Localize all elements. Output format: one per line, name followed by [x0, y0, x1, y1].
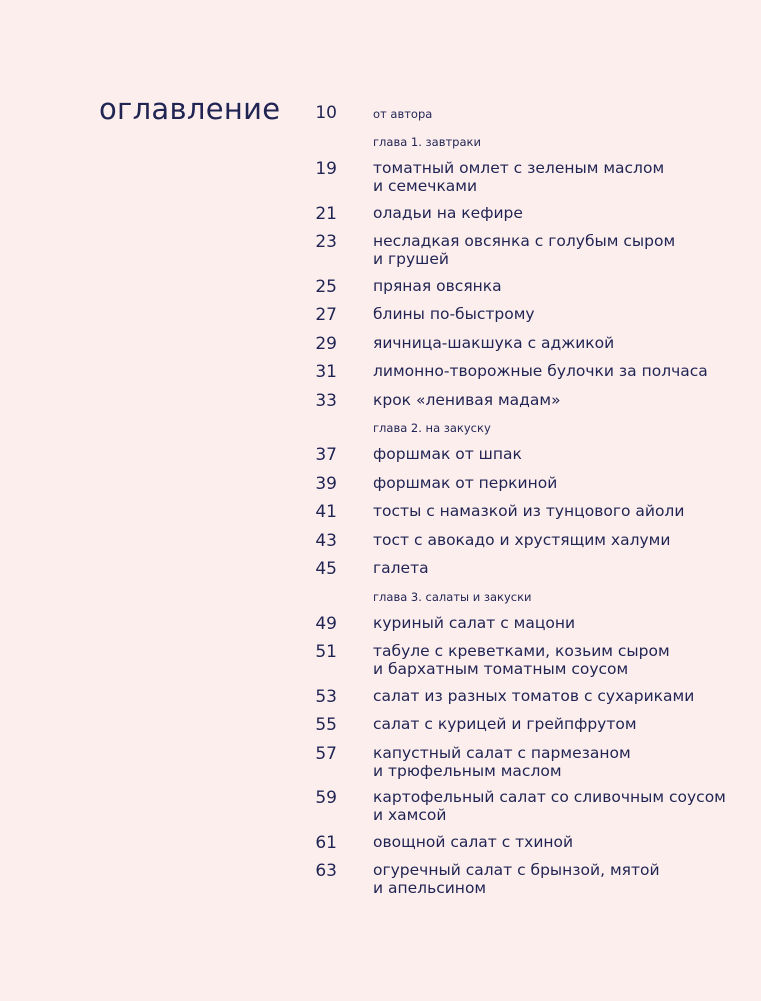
- toc-entry-title: тосты с намазкой из тунцового айоли: [373, 502, 685, 520]
- toc-page-number: 55: [315, 715, 337, 735]
- toc-page-number: 31: [315, 362, 337, 382]
- toc-page-number: 21: [315, 203, 337, 224]
- toc-entry: [300, 305, 740, 325]
- toc-page-number: 57: [315, 743, 337, 764]
- toc-entry: [300, 861, 740, 897]
- toc-entry: [300, 687, 740, 707]
- toc-entry: [300, 334, 740, 354]
- toc-entry-title: крок «ленивая мадам»: [373, 390, 561, 409]
- toc-page-number: 27: [315, 305, 337, 325]
- toc-page-number: 33: [315, 390, 337, 411]
- toc-page-number: 23: [315, 232, 337, 252]
- toc-entry: [300, 474, 740, 494]
- toc-entry: [300, 502, 740, 522]
- toc-entry-title: томатный омлет с зеленым маслом и семечками: [373, 159, 665, 195]
- toc-entry: [300, 232, 740, 268]
- page-title: оглавление: [99, 92, 281, 126]
- toc-entry-title: капустный салат с пармезаном и трюфельным маслом: [373, 743, 631, 780]
- toc-entry-title: куриный салат с мацони: [373, 613, 576, 632]
- toc-page-number: 45: [315, 559, 337, 579]
- toc-chapter-title: глава 2. на закуску: [373, 421, 491, 435]
- toc-entry-title: лимонно-творожные булочки за полчаса: [373, 362, 708, 380]
- toc-page-number: [300, 588, 337, 589]
- toc-page-number: 59: [315, 788, 337, 808]
- toc-entry: [300, 642, 740, 678]
- toc-entry: [300, 788, 740, 824]
- toc-entry-title: галета: [373, 559, 429, 577]
- toc-list: [300, 103, 740, 906]
- toc-entry: [300, 103, 740, 123]
- toc-entry-title: тост с авокадо и хрустящим халуми: [373, 530, 671, 549]
- toc-page-number: 10: [315, 103, 337, 123]
- toc-entry: [300, 445, 740, 465]
- toc-entry-title: пряная овсянка: [373, 276, 502, 295]
- toc-entry: [300, 614, 740, 634]
- toc-entry: [300, 531, 740, 551]
- toc-entry-title: яичница-шакшука с аджикой: [373, 333, 615, 352]
- toc-chapter-title: глава 1. завтраки: [373, 135, 481, 149]
- toc-page-number: 39: [315, 473, 337, 494]
- toc-page-number: [300, 419, 337, 420]
- toc-chapter-title: глава 3. салаты и закуски: [373, 589, 532, 604]
- toc-page-number: 41: [315, 502, 337, 522]
- toc-page-number: 25: [315, 276, 337, 297]
- toc-entry: [300, 744, 740, 780]
- toc-entry-title: салат из разных томатов с сухариками: [373, 686, 695, 705]
- toc-entry: [300, 391, 740, 411]
- toc-entry: [300, 277, 740, 297]
- toc-entry-title: картофельный салат со сливочным соусом и хамсой: [373, 788, 726, 824]
- toc-page-number: 49: [315, 613, 337, 634]
- toc-entry-title: огуречный салат с брынзой, мятой и апельсином: [373, 861, 660, 897]
- toc-entry-title: салат с курицей и грейпфрутом: [373, 715, 637, 733]
- toc-entry-title: форшмак от шпак: [373, 445, 522, 463]
- toc-page-number: 29: [315, 333, 337, 354]
- toc-entry: [300, 204, 740, 224]
- toc-entry-title: блины по-быстрому: [373, 305, 535, 323]
- toc-page-number: 61: [315, 832, 337, 853]
- toc-page-number: 19: [315, 159, 337, 179]
- toc-page-number: 53: [315, 686, 337, 707]
- toc-entry: [300, 715, 740, 735]
- toc-chapter-heading: [300, 419, 740, 435]
- toc-entry: [300, 833, 740, 853]
- toc-page-number: 51: [315, 642, 337, 662]
- toc-entry-title: несладкая овсянка с голубым сыром и грушей: [373, 232, 676, 268]
- toc-page-number: [300, 133, 337, 134]
- toc-entry: [300, 362, 740, 382]
- toc-entry-title: оладьи на кефире: [373, 203, 523, 222]
- toc-entry-title: табуле с креветками, козьим сыром и бархатным томатным соусом: [373, 642, 670, 678]
- toc-entry-title: от автора: [373, 107, 433, 121]
- toc-page-number: 37: [315, 445, 337, 465]
- toc-chapter-heading: [300, 588, 740, 604]
- toc-chapter-heading: [300, 133, 740, 149]
- toc-entry: [300, 559, 740, 579]
- toc-entry-title: форшмак от перкиной: [373, 473, 558, 492]
- toc-entry-title: овощной салат с тхиной: [373, 832, 574, 851]
- toc-page-number: 63: [315, 861, 337, 881]
- toc-page-number: 43: [315, 530, 337, 551]
- toc-entry: [300, 159, 740, 195]
